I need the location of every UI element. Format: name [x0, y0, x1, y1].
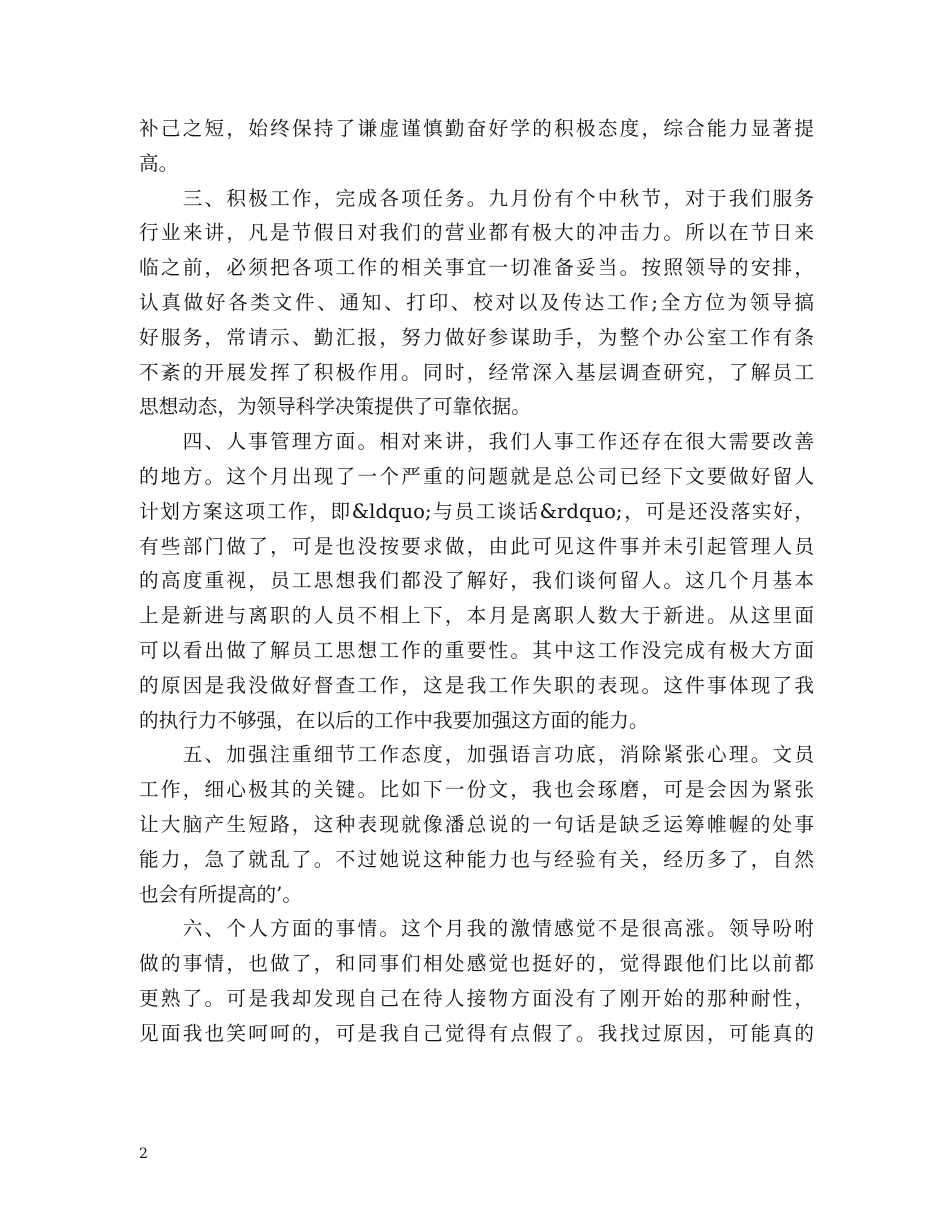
- text-line: 做的事情，也做了，和同事们相处感觉也挺好的，觉得跟他们比以前都: [139, 952, 814, 976]
- paragraph: [139, 112, 814, 182]
- text-line: 补己之短，始终保持了谦虚谨慎勤奋好学的积极态度，综合能力显著提: [139, 117, 814, 140]
- text-line: 不紊的开展发挥了积极作用。同时，经常深入基层调查研究，了解员工: [139, 360, 814, 384]
- text-line: 六、个人方面的事情。这个月我的激情感觉不是很高涨。领导吩咐: [139, 917, 814, 941]
- text-line: 认真做好各类文件、通知、打印、校对以及传达工作;全方位为领导搞: [139, 290, 814, 314]
- paragraph: [139, 425, 814, 738]
- text-line: 三、积极工作，完成各项任务。九月份有个中秋节，对于我们服务: [139, 186, 814, 210]
- paragraph: [139, 738, 814, 912]
- text-line: 见面我也笑呵呵的，可是我自己觉得有点假了。我找过原因，可能真的: [139, 1021, 814, 1045]
- paragraph: [139, 912, 814, 1051]
- text-line: 行业来讲，凡是节假日对我们的营业都有极大的冲击力。所以在节日来: [139, 221, 814, 245]
- text-line: 让大脑产生短路，这种表现就像潘总说的一句话是缺乏运筹帷幄的处事: [139, 812, 814, 836]
- text-line: 计划方案这项工作，即&ldquo;与员工谈话&rdquo;，可是还没落实好，: [139, 499, 814, 523]
- text-line: 更熟了。可是我却发现自己在待人接物方面没有了刚开始的那种耐性，: [139, 986, 814, 1010]
- text-line: 有些部门做了，可是也没按要求做，由此可见这件事并未引起管理人员: [139, 534, 814, 558]
- text-line: 也会有所提高的’。: [139, 882, 302, 906]
- page-number: 2: [139, 1146, 148, 1162]
- text-line: 的执行力不够强，在以后的工作中我要加强这方面的能力。: [139, 708, 649, 732]
- text-line: 好服务，常请示、勤汇报，努力做好参谋助手，为整个办公室工作有条: [139, 325, 814, 349]
- text-line: 的地方。这个月出现了一个严重的问题就是总公司已经下文要做好留人: [139, 464, 814, 488]
- text-line: 的原因是我没做好督查工作，这是我工作失职的表现。这件事体现了我: [139, 673, 814, 697]
- body-text: [139, 112, 814, 1052]
- text-line: 思想动态，为领导科学决策提供了可靠依据。: [139, 395, 531, 419]
- text-line: 的高度重视，员工思想我们都没了解好，我们谈何留人。这几个月基本: [139, 569, 814, 593]
- text-line: 临之前，必须把各项工作的相关事宜一切准备妥当。按照领导的安排，: [139, 256, 814, 280]
- text-line: 五、加强注重细节工作态度，加强语言功底，消除紧张心理。文员: [139, 743, 814, 767]
- text-line: 能力，急了就乱了。不过她说这种能力也与经验有关，经历多了，自然: [139, 847, 814, 871]
- text-line: 可以看出做了解员工思想工作的重要性。其中这工作没完成有极大方面: [139, 638, 814, 662]
- text-line: 四、人事管理方面。相对来讲，我们人事工作还存在很大需要改善: [139, 430, 814, 454]
- text-line: 上是新进与离职的人员不相上下，本月是离职人数大于新进。从这里面: [139, 604, 814, 628]
- text-line: 工作，细心极其的关键。比如下一份文，我也会琢磨，可是会因为紧张: [139, 778, 814, 802]
- text-line: 高。: [139, 151, 179, 175]
- paragraph: [139, 182, 814, 426]
